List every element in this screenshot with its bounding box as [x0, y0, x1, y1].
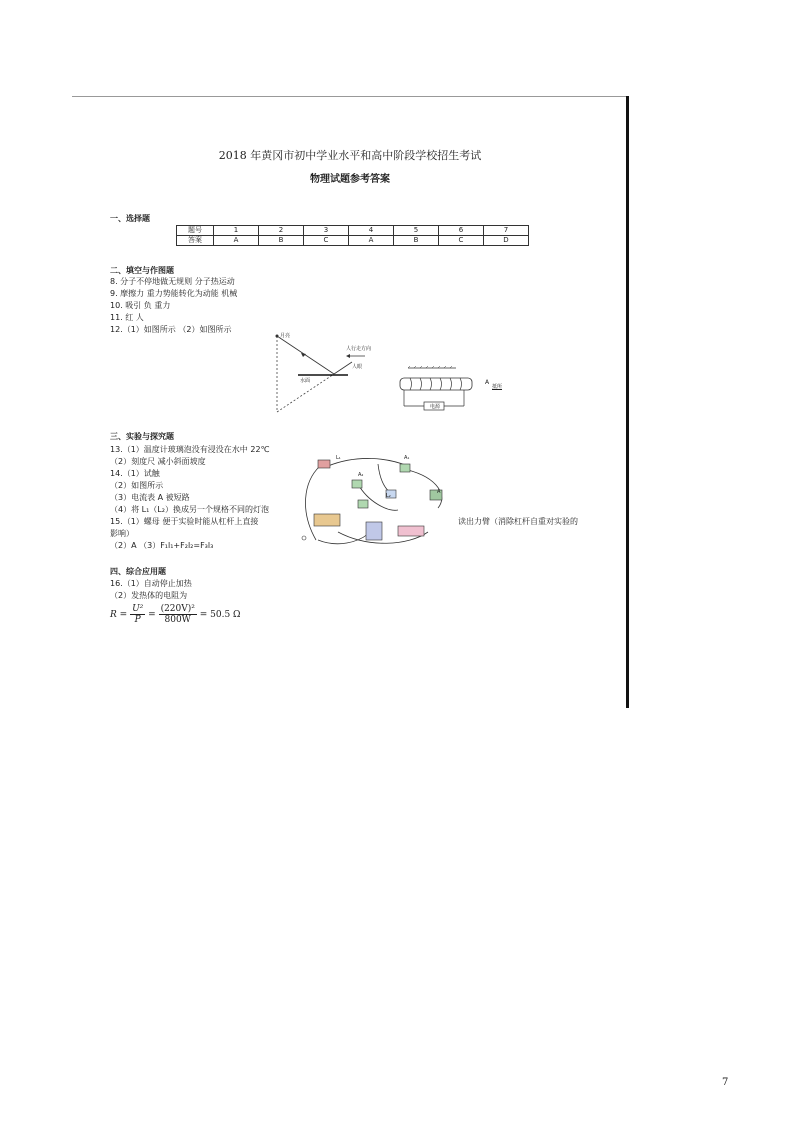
- answer-line: （3）电流表 A 被短路: [110, 493, 190, 502]
- answer-line: 12.（1）如图所示 （2）如图所示: [110, 325, 232, 334]
- table-cell: C: [439, 236, 484, 246]
- table-cell: 题号: [177, 226, 214, 236]
- answer-line: （2）A （3）F₁l₁+F₂l₂=F₃l₃: [110, 541, 214, 550]
- table-cell: A: [214, 236, 259, 246]
- reflection-diagram: [270, 332, 380, 418]
- table-cell: 3: [304, 226, 349, 236]
- table-cell: 7: [484, 226, 529, 236]
- top-rule: [72, 96, 628, 97]
- formula-denominator: P: [134, 615, 141, 625]
- figure-label: 水面: [300, 378, 311, 384]
- table-cell: B: [259, 236, 304, 246]
- circuit-label: A₂: [358, 472, 364, 478]
- page-title: 2018 年黄冈市初中学业水平和高中阶段学校招生考试: [218, 149, 482, 162]
- formula-lhs: R =: [110, 610, 128, 620]
- figure-label: 人行走方向: [346, 346, 372, 352]
- table-cell: 2: [259, 226, 304, 236]
- answer-line: （4）将 L₁（L₂）换成另一个规格不同的灯泡: [110, 505, 269, 514]
- table-cell: A: [349, 236, 394, 246]
- figure-label: A: [485, 379, 490, 386]
- formula-fraction: [159, 604, 197, 625]
- table-cell: B: [394, 236, 439, 246]
- page-subtitle: 物理试题参考答案: [310, 174, 390, 185]
- answer-line: （2）如图所示: [110, 481, 164, 490]
- answer-line: 8. 分子不停地做无规则 分子热运动: [110, 277, 235, 286]
- answer-line: 13.（1）温度计玻璃泡没有浸没在水中 22℃: [110, 445, 270, 454]
- page-number: 7: [722, 1077, 729, 1088]
- answer-line: 影响）: [110, 529, 134, 538]
- answer-line: 15.（1）螺母 便于实验时能从杠杆上直接: [110, 517, 259, 526]
- figure-label: 人眼: [352, 364, 363, 370]
- circuit-label: A: [437, 489, 441, 495]
- answer-line: 14.（1）试触: [110, 469, 160, 478]
- answer-line-continued: 读出力臂（消除杠杆自重对实验的: [458, 517, 578, 526]
- circuit-label: A₁: [404, 455, 410, 461]
- formula-denominator: 800W: [164, 615, 191, 625]
- table-row: [177, 236, 529, 246]
- circuit-diagram: [298, 452, 454, 552]
- formula-numerator: (220V)²: [160, 604, 195, 614]
- answer-line: （2）刻度尺 减小斜面坡度: [110, 457, 206, 466]
- circuit-label: L₂: [386, 493, 391, 499]
- table-cell: 答案: [177, 236, 214, 246]
- answer-line: 11. 红 人: [110, 313, 144, 322]
- table-cell: 4: [349, 226, 394, 236]
- right-margin-rule: [626, 96, 629, 708]
- figure-label: 抵所: [492, 384, 503, 390]
- formula-result: = 50.5 Ω: [199, 610, 241, 620]
- answer-line: （2）发热体的电阻为: [110, 591, 188, 600]
- formula-fraction: [130, 604, 145, 625]
- answer-table: [176, 225, 529, 246]
- table-cell: D: [484, 236, 529, 246]
- formula-equals: =: [148, 610, 156, 620]
- figure-label: 月亮: [280, 333, 291, 339]
- section2-heading: 二、填空与作图题: [110, 266, 174, 275]
- table-cell: 6: [439, 226, 484, 236]
- answer-line: 10. 吸引 负 重力: [110, 301, 171, 310]
- table-cell: 1: [214, 226, 259, 236]
- section4-heading: 四、综合应用题: [110, 567, 166, 576]
- section3-heading: 三、实验与探究题: [110, 432, 174, 441]
- table-cell: 5: [394, 226, 439, 236]
- section1-heading: 一、选择题: [110, 214, 150, 223]
- answer-line: 9. 摩擦力 重力势能转化为动能 机械: [110, 289, 238, 298]
- answer-line: 16.（1）自动停止加热: [110, 579, 192, 588]
- resistance-formula: [110, 604, 241, 625]
- formula-numerator: U²: [132, 604, 144, 614]
- table-row: [177, 226, 529, 236]
- circuit-label: L₁: [336, 455, 341, 461]
- figure-label: 电源: [430, 404, 441, 410]
- table-cell: C: [304, 236, 349, 246]
